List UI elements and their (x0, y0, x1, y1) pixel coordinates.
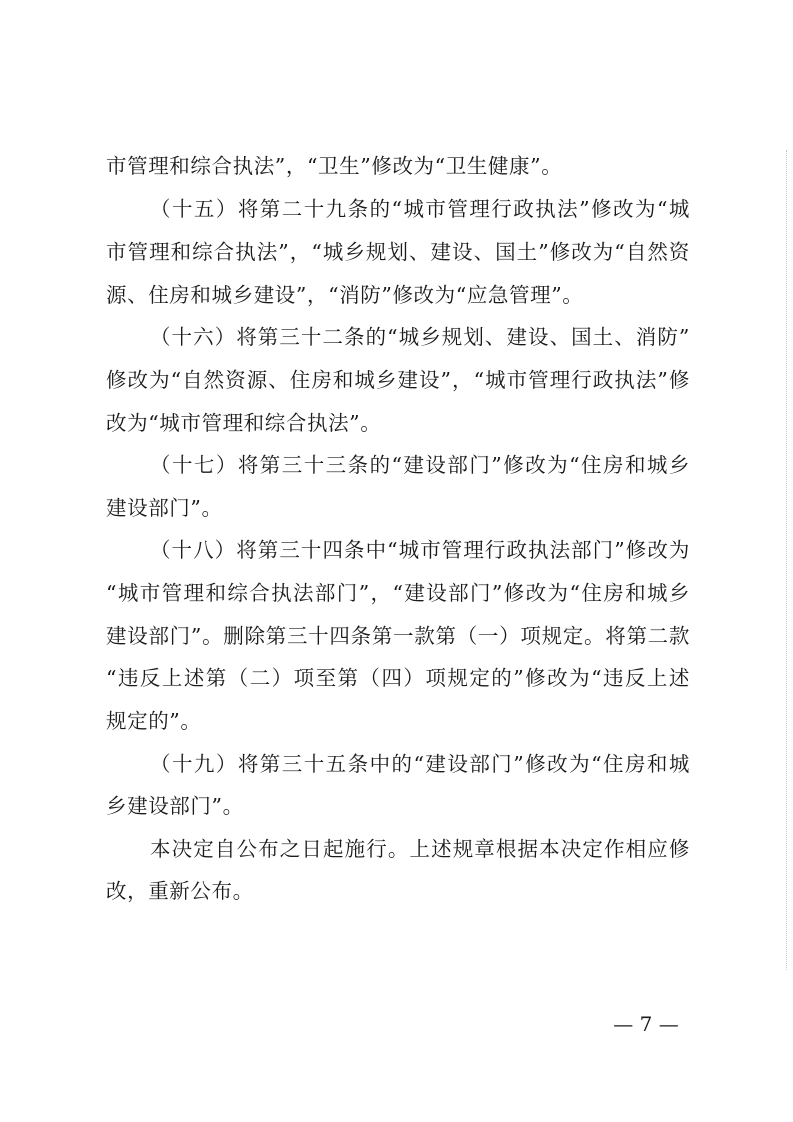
text-line-18: 改，重新公布。 (106, 879, 254, 903)
scan-edge-line (786, 150, 787, 970)
text-line-14: 规定的”。 (106, 709, 202, 733)
text-line-5: （十六）将第三十二条的“城乡规划、建设、国土、消防” (150, 325, 690, 349)
text-line-1: 市管理和综合执法”，“卫生”修改为“卫生健康”。 (106, 154, 563, 178)
text-line-3: 市管理和综合执法”，“城乡规划、建设、国土”修改为“自然资 (106, 240, 690, 264)
text-line-12: 建设部门”。删除第三十四条第一款第（一）项规定。将第二款 (106, 624, 690, 648)
text-line-2: （十五）将第二十九条的“城市管理行政执法”修改为“城 (150, 197, 690, 221)
text-line-6: 修改为“自然资源、住房和城乡建设”，“城市管理行政执法”修 (106, 368, 690, 392)
text-line-10: （十八）将第三十四条中“城市管理行政执法部门”修改为 (150, 538, 690, 562)
text-line-17: 本决定自公布之日起施行。上述规章根据本决定作相应修 (150, 837, 690, 861)
text-line-16: 乡建设部门”。 (106, 794, 244, 818)
text-line-4: 源、住房和城乡建设”，“消防”修改为“应急管理”。 (106, 283, 584, 307)
text-line-11: “城市管理和综合执法部门”，“建设部门”修改为“住房和城乡 (106, 581, 690, 605)
text-line-9: 建设部门”。 (106, 496, 223, 520)
text-line-7: 改为“城市管理和综合执法”。 (106, 411, 382, 435)
text-line-13: “违反上述第（二）项至第（四）项规定的”修改为“违反上述 (106, 666, 690, 690)
text-line-8: （十七）将第三十三条的“建设部门”修改为“住房和城乡 (150, 453, 690, 477)
page-number: — 7 — (613, 1012, 679, 1036)
text-line-15: （十九）将第三十五条中的“建设部门”修改为“住房和城 (150, 752, 690, 776)
